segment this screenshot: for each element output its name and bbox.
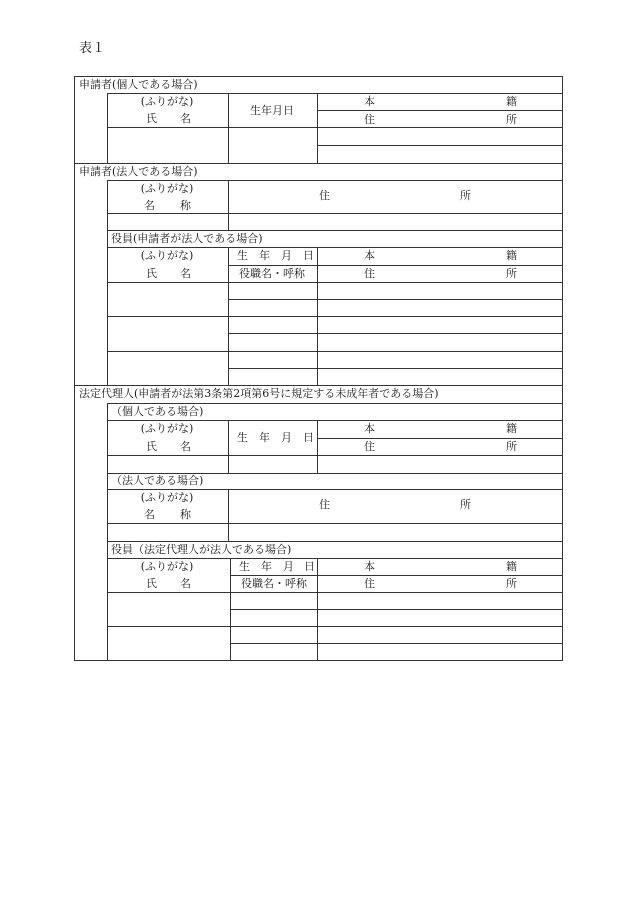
honseki-label-hon: 本	[364, 249, 375, 262]
name-label-shi: 氏	[146, 267, 157, 280]
rule	[107, 230, 563, 231]
honseki-label-hon: 本	[364, 422, 375, 435]
form-title: 表１	[79, 41, 106, 56]
rule	[228, 93, 229, 163]
section-title-officers-legal-rep: 役員（法定代理人が法人である場合)	[111, 543, 292, 556]
rule	[317, 420, 318, 473]
birthdate-label-nen: 年	[259, 431, 270, 444]
section-title-officers-applicant: 役員(申請者が法人である場合)	[111, 232, 263, 245]
rule	[228, 180, 229, 230]
birthdate-label-sei: 生	[237, 431, 248, 444]
rule	[74, 385, 563, 386]
rule	[317, 93, 318, 163]
rule	[230, 643, 563, 644]
rule	[107, 626, 563, 627]
furigana-label: (ふりがな)	[140, 422, 194, 435]
honseki-label-seki: 籍	[506, 95, 517, 108]
corp-name-label-mei: 名	[144, 508, 155, 521]
honseki-label-seki: 籍	[506, 249, 517, 262]
birthdate-label-hi: 日	[303, 249, 314, 262]
rule	[107, 541, 563, 542]
rule	[230, 575, 563, 576]
name-label-mei: 名	[180, 112, 191, 125]
birthdate-label-tsuki: 月	[283, 560, 294, 573]
rule	[107, 127, 563, 128]
rule	[228, 489, 229, 541]
position-title-label: 役職名・呼称	[239, 267, 305, 280]
rule	[230, 609, 563, 610]
rule	[228, 265, 563, 266]
rule	[107, 180, 563, 181]
address-label-sho: 所	[506, 267, 517, 280]
address-label-ju: 住	[364, 440, 375, 453]
section-title-applicant-individual: 申請者(個人である場合)	[79, 78, 198, 91]
position-title-label: 役職名・呼称	[241, 577, 307, 590]
rule	[107, 351, 563, 352]
name-label-mei: 名	[180, 267, 191, 280]
address-label-sho: 所	[506, 113, 517, 126]
birthdate-label-tsuki: 月	[281, 249, 292, 262]
rule	[107, 93, 563, 94]
address-label-sho: 所	[460, 498, 471, 511]
rule	[107, 592, 563, 593]
birthdate-label-sei: 生	[237, 249, 248, 262]
rule	[107, 455, 563, 456]
birthdate-label-tsuki: 月	[281, 431, 292, 444]
birthdate-label-sei: 生	[239, 560, 250, 573]
rule	[74, 660, 563, 661]
subsection-title-legal-rep-individual: （個人である場合)	[111, 405, 204, 418]
rule	[107, 93, 108, 163]
rule	[107, 282, 563, 283]
address-label-sho: 所	[506, 577, 517, 590]
rule	[107, 247, 563, 248]
rule	[107, 420, 563, 421]
rule	[228, 299, 563, 300]
honseki-label-seki: 籍	[506, 560, 517, 573]
subsection-title-legal-rep-corporate: （法人である場合)	[111, 474, 204, 487]
corp-name-label-mei: 名	[144, 199, 155, 212]
rule	[317, 145, 563, 146]
name-label-shi: 氏	[146, 577, 157, 590]
furigana-label: (ふりがな)	[140, 249, 194, 262]
furigana-label: (ふりがな)	[140, 95, 194, 108]
address-label-ju: 住	[364, 577, 375, 590]
rule	[107, 403, 108, 661]
name-label-mei: 名	[180, 440, 191, 453]
name-label-shi: 氏	[146, 112, 157, 125]
honseki-label-hon: 本	[364, 560, 375, 573]
rule	[107, 558, 563, 559]
furigana-label: (ふりがな)	[140, 182, 194, 195]
rule	[228, 333, 563, 334]
rule	[228, 368, 563, 369]
rule	[74, 76, 563, 77]
address-label-ju: 住	[364, 113, 375, 126]
furigana-label: (ふりがな)	[140, 491, 194, 504]
rule	[228, 420, 229, 473]
section-title-applicant-corporate: 申請者(法人である場合)	[79, 165, 198, 178]
birthdate-label-hi: 日	[303, 431, 314, 444]
birthdate-label: 生年月日	[250, 104, 294, 117]
corp-name-label-sho: 称	[180, 199, 191, 212]
address-label-sho: 所	[506, 440, 517, 453]
birthdate-label-nen: 年	[261, 560, 272, 573]
rule	[317, 110, 563, 111]
section-title-legal-representative: 法定代理人(申請者が法第3条第2項第6号に規定する未成年者である場合)	[79, 387, 439, 400]
address-label-ju: 住	[319, 189, 330, 202]
name-label-mei: 名	[180, 577, 191, 590]
birthdate-label-nen: 年	[259, 249, 270, 262]
honseki-label-hon: 本	[364, 95, 375, 108]
rule	[317, 438, 563, 439]
corp-name-label-sho: 称	[180, 508, 191, 521]
birthdate-label-hi: 日	[304, 560, 315, 573]
rule	[107, 316, 563, 317]
rule	[107, 403, 563, 404]
name-label-shi: 氏	[146, 440, 157, 453]
honseki-label-seki: 籍	[506, 422, 517, 435]
rule	[107, 489, 563, 490]
furigana-label: (ふりがな)	[140, 560, 194, 573]
address-label-ju: 住	[364, 267, 375, 280]
rule	[107, 213, 563, 214]
rule	[107, 523, 563, 524]
application-form-table	[74, 76, 563, 661]
rule	[74, 163, 563, 164]
address-label-ju: 住	[319, 498, 330, 511]
address-label-sho: 所	[460, 189, 471, 202]
